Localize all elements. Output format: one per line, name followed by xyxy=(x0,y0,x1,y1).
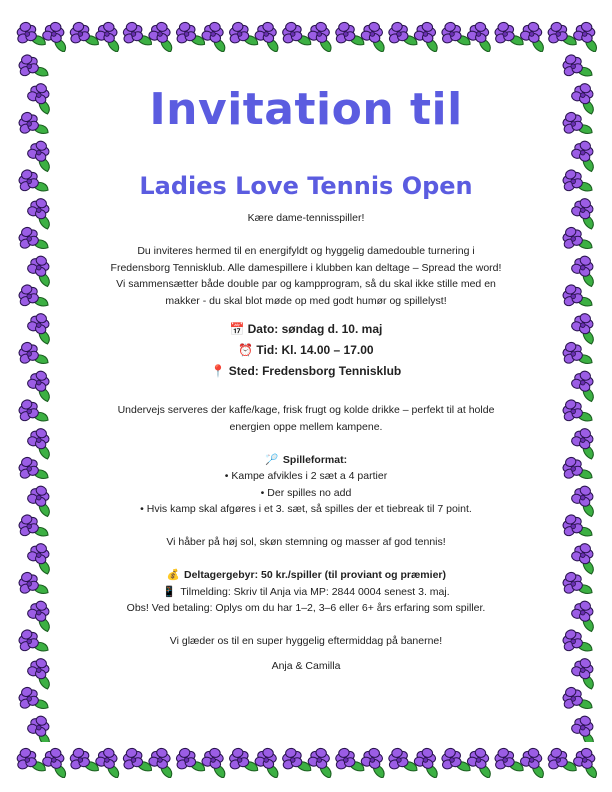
purple-flower-icon xyxy=(492,745,524,777)
purple-flower-icon xyxy=(465,746,497,778)
purple-flower-icon xyxy=(40,20,72,52)
purple-flower-icon xyxy=(14,745,46,777)
flower-border-top xyxy=(14,16,598,52)
purple-flower-icon xyxy=(15,395,48,429)
purple-flower-icon xyxy=(15,453,48,487)
hope-text: Vi håber på høj sol, skøn stemning og masser af god tennis! xyxy=(166,536,446,548)
purple-flower-icon xyxy=(559,165,592,199)
purple-flower-icon xyxy=(14,19,46,51)
format-item-2: • Der spilles no add xyxy=(260,486,352,499)
purple-flower-icon xyxy=(568,540,598,574)
payment-note: Obs! Ved betaling: Oplys om du har 1–2, 3–6 eller 6+ års erfaring som spiller. xyxy=(126,602,486,614)
purple-flower-icon xyxy=(15,338,48,372)
purple-flower-icon xyxy=(412,746,444,778)
purple-flower-icon xyxy=(40,746,72,778)
purple-flower-icon xyxy=(559,683,592,717)
purple-flower-icon xyxy=(571,20,598,52)
racket-icon: 🏸 xyxy=(265,453,279,466)
purple-flower-icon xyxy=(252,20,284,52)
signup-line xyxy=(62,584,550,601)
purple-flower-icon xyxy=(492,19,524,51)
purple-flower-icon xyxy=(15,568,48,602)
purple-flower-icon xyxy=(568,80,598,114)
purple-flower-icon xyxy=(439,745,471,777)
flower-border-right xyxy=(558,52,598,742)
format-item-3: • Hvis kamp skal afgøres i et 3. sæt, så spilles der et tiebreak til 7 point. xyxy=(140,503,472,515)
purple-flower-icon xyxy=(559,280,592,314)
purple-flower-icon xyxy=(358,20,390,52)
purple-flower-icon xyxy=(568,483,598,517)
purple-flower-icon xyxy=(226,745,258,777)
purple-flower-icon xyxy=(280,19,312,51)
purple-flower-icon xyxy=(568,195,598,229)
purple-flower-icon xyxy=(305,746,337,778)
purple-flower-icon xyxy=(280,745,312,777)
purple-flower-icon xyxy=(24,80,54,114)
fee-line xyxy=(62,567,550,584)
purple-flower-icon xyxy=(568,425,598,459)
purple-flower-icon xyxy=(559,510,592,544)
purple-flower-icon xyxy=(568,368,598,402)
purple-flower-icon xyxy=(67,19,99,51)
money-bag-icon: 💰 xyxy=(166,569,180,581)
purple-flower-icon xyxy=(146,746,178,778)
purple-flower-icon xyxy=(545,19,577,51)
calendar-icon: 📅 xyxy=(229,322,245,336)
purple-flower-icon xyxy=(24,310,54,344)
flower-border-top-icons xyxy=(14,16,598,52)
purple-flower-icon xyxy=(173,19,205,51)
time-line xyxy=(62,340,550,361)
purple-flower-icon xyxy=(24,138,54,172)
signup-text: Tilmelding: Skriv til Anja via MP: 2844 0004 senest 3. maj. xyxy=(180,585,450,598)
alarm-clock-icon: ⏰ xyxy=(238,343,254,357)
purple-flower-icon xyxy=(146,20,178,52)
mobile-phone-icon: 📱 xyxy=(162,585,176,598)
format-heading-text: Spilleformat: xyxy=(282,453,348,466)
purple-flower-icon xyxy=(386,19,418,51)
pushpin-icon: 📍 xyxy=(210,364,226,378)
format-heading xyxy=(62,452,550,469)
purple-flower-icon xyxy=(15,108,48,142)
purple-flower-icon xyxy=(333,745,365,777)
purple-flower-icon xyxy=(439,19,471,51)
purple-flower-icon xyxy=(93,20,125,52)
purple-flower-icon xyxy=(559,568,592,602)
flower-border-bottom-icons xyxy=(14,742,598,778)
invitation-content xyxy=(62,80,550,674)
flower-border-right-icons xyxy=(558,52,598,742)
flower-border-bottom xyxy=(14,742,598,778)
purple-flower-icon xyxy=(199,746,231,778)
purple-flower-icon xyxy=(15,165,48,199)
purple-flower-icon xyxy=(568,310,598,344)
flower-border-left-icons xyxy=(14,52,54,742)
purple-flower-icon xyxy=(15,625,48,659)
purple-flower-icon xyxy=(252,746,284,778)
purple-flower-icon xyxy=(120,19,152,51)
purple-flower-icon xyxy=(559,395,592,429)
purple-flower-icon xyxy=(568,655,598,689)
purple-flower-icon xyxy=(559,108,592,142)
purple-flower-icon xyxy=(93,746,125,778)
purple-flower-icon xyxy=(386,745,418,777)
purple-flower-icon xyxy=(15,280,48,314)
purple-flower-icon xyxy=(15,52,48,84)
purple-flower-icon xyxy=(568,253,598,287)
intro-line-1: Du inviteres hermed til en energifyldt og hyggelig damedouble turnering i xyxy=(137,245,475,257)
purple-flower-icon xyxy=(15,223,48,257)
purple-flower-icon xyxy=(305,20,337,52)
purple-flower-icon xyxy=(559,453,592,487)
purple-flower-icon xyxy=(559,625,592,659)
intro-line-2: Fredensborg Tennisklub. Alle damespillere i klubben kan deltage – Spread the word! xyxy=(110,261,502,274)
purple-flower-icon xyxy=(24,598,54,632)
purple-flower-icon xyxy=(571,746,598,778)
purple-flower-icon xyxy=(24,540,54,574)
time-text: Tid: Kl. 14.00 – 17.00 xyxy=(256,343,374,357)
purple-flower-icon xyxy=(24,655,54,689)
greeting: Kære dame-tennisspiller! xyxy=(247,212,365,224)
purple-flower-icon xyxy=(24,483,54,517)
purple-flower-icon xyxy=(358,746,390,778)
intro-line-3: Vi sammensætter både double par og kampprogram, så du skal ikke stille med en xyxy=(116,278,496,290)
date-line xyxy=(62,319,550,340)
purple-flower-icon xyxy=(465,20,497,52)
purple-flower-icon xyxy=(173,745,205,777)
purple-flower-icon xyxy=(24,253,54,287)
purple-flower-icon xyxy=(67,745,99,777)
purple-flower-icon xyxy=(120,745,152,777)
title-line-1: Invitation til xyxy=(149,84,463,135)
purple-flower-icon xyxy=(559,52,592,84)
place-text: Sted: Fredensborg Tennisklub xyxy=(228,364,402,378)
format-item-1: • Kampe afvikles i 2 sæt a 4 partier xyxy=(224,470,388,482)
purple-flower-icon xyxy=(559,223,592,257)
purple-flower-icon xyxy=(545,745,577,777)
signature: Anja & Camilla xyxy=(271,659,341,672)
purple-flower-icon xyxy=(568,598,598,632)
purple-flower-icon xyxy=(568,713,598,742)
purple-flower-icon xyxy=(412,20,444,52)
purple-flower-icon xyxy=(24,425,54,459)
purple-flower-icon xyxy=(518,746,550,778)
place-line xyxy=(62,361,550,382)
refreshments-line-1: Undervejs serveres der kaffe/kage, frisk frugt og kolde drikke – perfekt til at holde xyxy=(117,404,495,416)
date-text: Dato: søndag d. 10. maj xyxy=(247,322,383,336)
purple-flower-icon xyxy=(15,510,48,544)
title-line-2: Ladies Love Tennis Open xyxy=(139,172,473,200)
purple-flower-icon xyxy=(24,713,54,742)
purple-flower-icon xyxy=(568,138,598,172)
purple-flower-icon xyxy=(559,338,592,372)
closing-text: Vi glæder os til en super hyggelig eftermiddag på banerne! xyxy=(169,635,443,647)
purple-flower-icon xyxy=(24,368,54,402)
refreshments-line-2: energien oppe mellem kampene. xyxy=(229,420,383,433)
intro-line-4: makker - du skal blot møde op med godt humør og spillelyst! xyxy=(165,294,447,307)
purple-flower-icon xyxy=(518,20,550,52)
purple-flower-icon xyxy=(226,19,258,51)
purple-flower-icon xyxy=(15,683,48,717)
fee-text: Deltagergebyr: 50 kr./spiller (til proviant og præmier) xyxy=(184,569,446,581)
purple-flower-icon xyxy=(333,19,365,51)
flower-border-left xyxy=(14,52,54,742)
purple-flower-icon xyxy=(24,195,54,229)
purple-flower-icon xyxy=(199,20,231,52)
